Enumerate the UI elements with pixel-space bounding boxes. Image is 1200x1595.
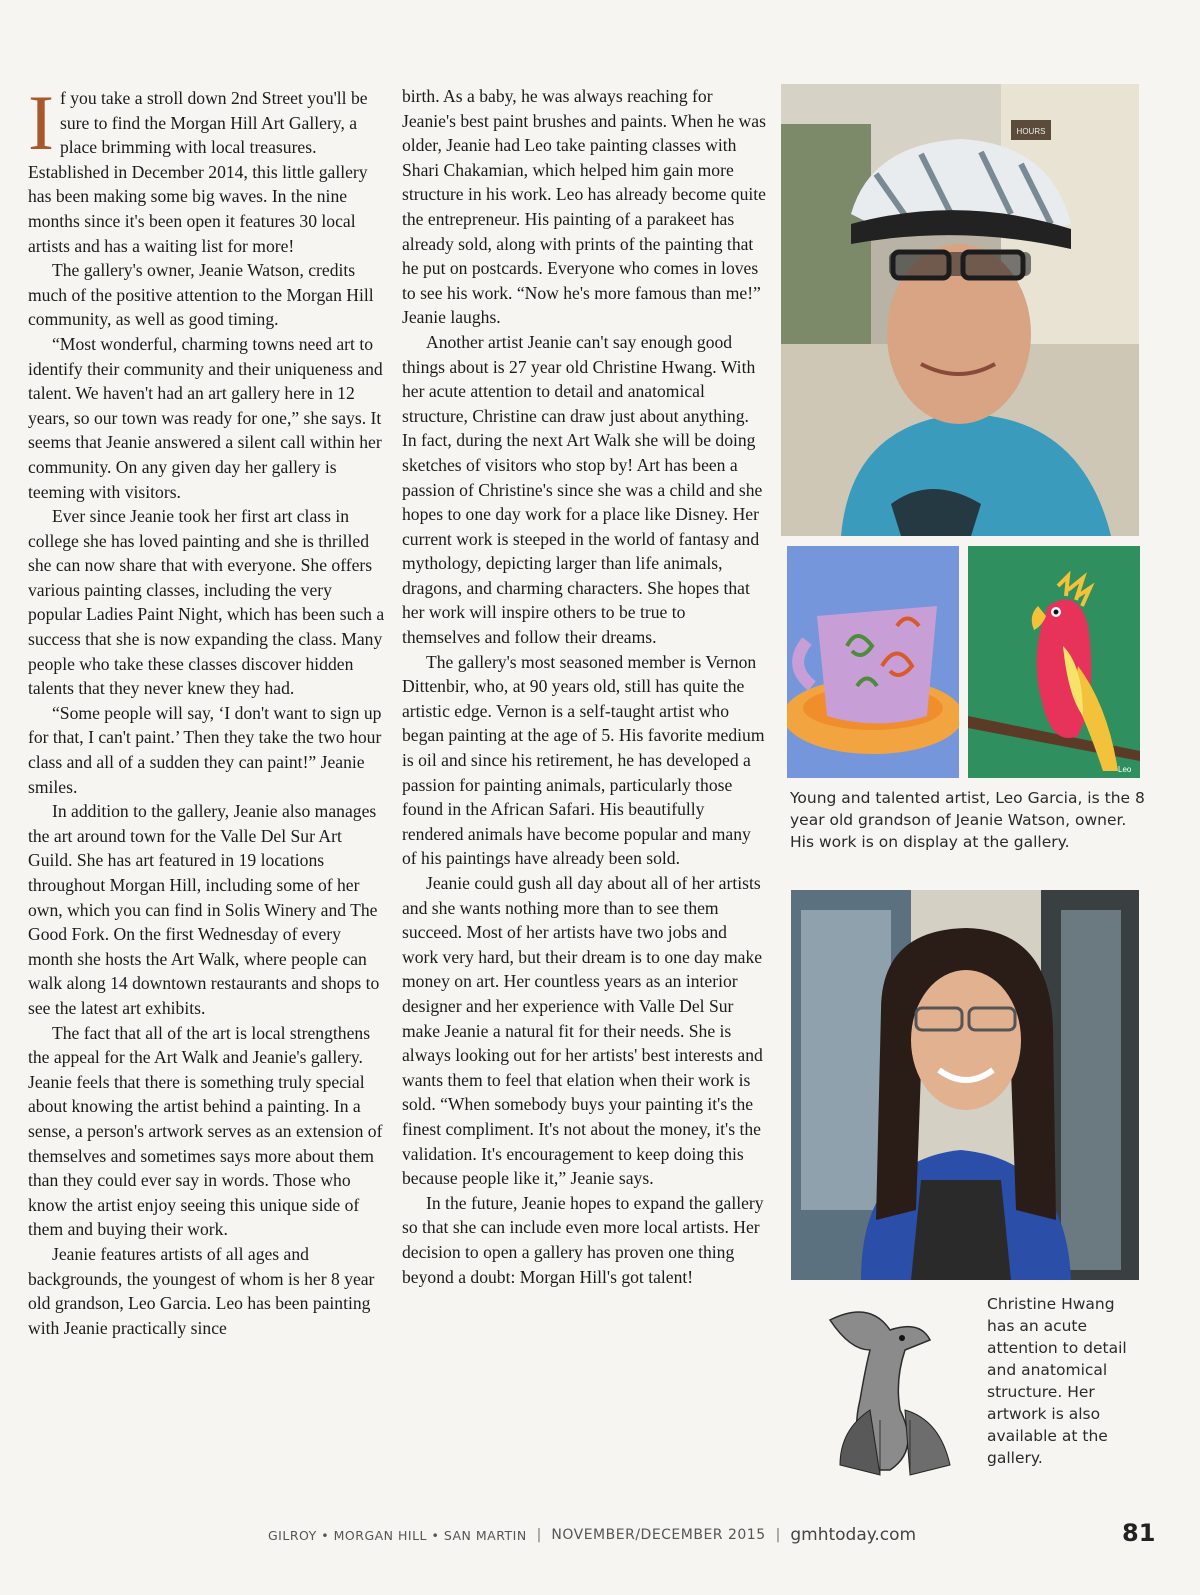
article-column-2 [402,84,766,1289]
photo-christine-hwang [791,890,1139,1280]
footer-separator: | [775,1527,781,1543]
article-paragraph: The fact that all of the art is local strengthens the appeal for the Art Walk and Jeanie's gallery. Jeanie feels that there is something truly special about knowing the artist behind a painting. In a sense, a person's artwork serves as an extension of themselves and sometimes says more about them than they could ever say in words. Those who know the artist enjoy seeing this unique side of them and buying their work. [28,1022,383,1240]
article-paragraph: The gallery's most seasoned member is Vernon Dittenbir, who, at 90 years old, still has quite the artistic edge. Vernon is a self-taught artist who began painting at the age of 5. His favorite medium is oil and since his retirement, he has developed a passion for painting animals, particularly those found in the African Safari. His beautifully rendered animals have become popular and many of his paintings have already been sold. [402,651,765,869]
footer-website[interactable]: gmhtoday.com [790,1525,917,1545]
hours-sign-text: HOURS [1016,127,1046,136]
page-footer [268,1519,1168,1547]
sketch-bird-creature [810,1300,970,1480]
article-paragraph: In addition to the gallery, Jeanie also manages the art around town for the Valle Del Sur Art Guild. She has art featured in 19 locations throughout Morgan Hill, including some of her own, which you can find in Solis Winery and The Good Fork. On the first Wednesday of every month she hosts the Art Walk, where people can walk along 14 downtown restaurants and shops to see the latest art exhibits. [28,801,380,1018]
article-paragraph: Jeanie features artists of all ages and backgrounds, the youngest of whom is her 8 year old grandson, Leo Garcia. Leo has been painting with Jeanie practically since [28,1243,375,1338]
article-column-1 [28,79,388,1340]
painting-cup [787,546,959,778]
footer-publication: GILROY • MORGAN HILL • SAN MARTIN [268,1527,527,1543]
article-paragraph: If you take a stroll down 2nd Street you'll be sure to find the Morgan Hill Art Gallery, a place brimming with local treasures. Established in December 2014, this little gallery has been making some big waves. In the nine months since it's been open it features 30 local artists and has a waiting list for more! [28,79,368,256]
article-paragraph: “Most wonderful, charming towns need art to identify their community and their uniqueness and talent. We haven't had an art gallery here in 12 years, so our town was ready for one,” she says. It seems that Jeanie answered a silent call within her community. On any given day her gallery is teeming with visitors. [28,333,383,502]
article-paragraph: Ever since Jeanie took her first art class in college she has loved painting and she is thrilled she can now share that with everyone. She offers various painting classes, including the very popular Ladies Paint Night, which has been such a success that she is now expanding the class. Many people who take these classes discover hidden talents that they never knew they had. [28,506,385,699]
article-paragraph: In the future, Jeanie hopes to expand the gallery so that she can include even more local artists. Her decision to open a gallery has proven one thing beyond a doubt: Morgan Hill's got talent! [402,1192,764,1287]
article-paragraph: Jeanie could gush all day about all of her artists and she wants nothing more than to see them succeed. Most of her artists have two jobs and work very hard, but their dream is to one day make money on art. Her countless years as an interior designer and her experience with Valle Del Sur make Jeanie a natural fit for their needs. She is always looking out for her artists' best interests and wants them to feel that elation when their work is sold. “When somebody buys your painting it's the finest compliment. It's not about the money, it's the validation. It's encouragement to keep doing this because people like it,” Jeanie says. [402,873,763,1189]
painting-parakeet [968,546,1140,778]
article-paragraph: The gallery's owner, Jeanie Watson, credits much of the positive attention to the Morgan Hill community, as well as good timing. [28,260,374,330]
drop-cap: I [28,79,54,166]
footer-separator: | [536,1527,542,1543]
photo-leo-garcia [781,84,1139,536]
page-number: 81 [1122,1519,1156,1547]
article-paragraph: birth. As a baby, he was always reaching for Jeanie's best paint brushes and paints. When he was older, Jeanie had Leo take painting classes with Shari Chakamian, which helped him gain more structure in his work. Leo has already become quite the entrepreneur. His painting of a parakeet has already sold, along with prints of the painting that he put on postcards. Everyone who comes in loves to see his work. “Now he's more famous than me!” Jeanie laughs. [402,86,766,328]
article-paragraph: Another artist Jeanie can't say enough good things about is 27 year old Christine Hwang. With her acute attention to detail and anatomical structure, Christine can draw just about anything. In fact, during the next Art Walk she will be doing sketches of visitors who stop by! Art has been a passion of Christine's since she was a child and she hopes to one day work for a place like Disney. Her current work is steeped in the world of fantasy and mythology, depicting larger than life animals, dragons, and charming characters. She hopes that her work will inspire others to be true to themselves and follow their dreams. [402,331,763,648]
caption-christine: Christine Hwang has an acute attention to detail and anatomical structure. Her artwork is also available at the gallery. [987,1295,1127,1467]
article-paragraph: “Some people will say, ‘I don't want to sign up for that, I can't paint.’ Then they take the two hour class and all of a sudden they can paint!” Jeanie smiles. [28,702,382,797]
caption-leo: Young and talented artist, Leo Garcia, is the 8 year old grandson of Jeanie Watson, owner. His work is on display at the gallery. [790,789,1145,851]
footer-date: NOVEMBER/DECEMBER 2015 [551,1527,766,1543]
painting-signature: Leo [1118,765,1132,774]
